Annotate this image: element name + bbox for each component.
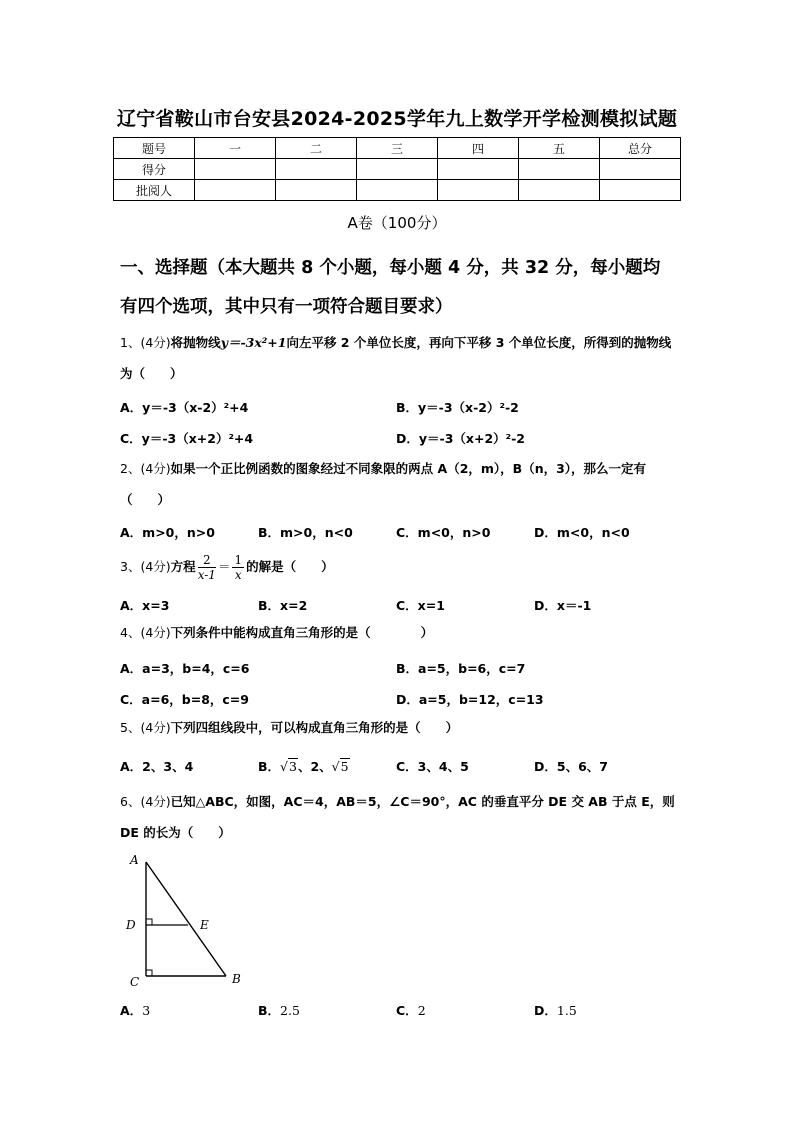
question-text: 方程 [170, 559, 196, 574]
question-text: 的解是（ ） [246, 559, 334, 574]
option-a[interactable]: A．y＝-3（x-2）²+4 [120, 400, 249, 415]
option-a[interactable]: A．m>0，n>0 [120, 525, 215, 540]
score-table-cell: 批阅人 [114, 180, 195, 201]
question-1 [120, 327, 680, 389]
exam-title: 辽宁省鞍山市台安县2024-2025学年九上数学开学检测模拟试题 [116, 108, 678, 130]
score-input-cell[interactable] [276, 159, 357, 180]
score-input-cell[interactable] [357, 159, 438, 180]
question-number: 3、(4分) [120, 559, 171, 574]
option-b[interactable]: B．y＝-3（x-2）²-2 [396, 400, 519, 415]
option-c[interactable]: C．2 [396, 1003, 426, 1018]
question-number: 4、(4分) [120, 625, 171, 640]
fraction: $\frac{2}{x-1}$ [197, 553, 216, 582]
question-3: 3、(4分)方程 $\frac{2}{x-1}$ ＝ $\frac{1}{x}$ 的解是（ ） [120, 553, 334, 582]
score-table-cell: 五 [519, 138, 600, 159]
label-b: B [232, 972, 241, 986]
question-text: 已知△ABC，如图，AC＝4，AB＝5，∠C＝90°，AC 的垂直平分 DE 交 AB 于点 E，则 DE 的长为（ ） [120, 794, 675, 840]
question-number: 1、(4分) [120, 335, 171, 350]
score-table-header-row [114, 138, 681, 159]
question-text: 将抛物线 [170, 335, 221, 350]
score-input-cell[interactable] [276, 180, 357, 201]
score-table [113, 137, 681, 201]
score-input-cell[interactable] [195, 180, 276, 201]
side-ab [146, 862, 226, 976]
option-c[interactable]: C．x=1 [396, 598, 445, 613]
option-d[interactable]: D．x＝-1 [534, 598, 592, 613]
option-a[interactable]: A．3 [120, 1003, 151, 1018]
score-input-cell[interactable] [519, 180, 600, 201]
score-input-cell[interactable] [600, 159, 681, 180]
option-c[interactable]: C．a=6，b=8，c=9 [120, 692, 249, 707]
option-c[interactable]: C．3、4、5 [396, 759, 469, 774]
score-input-cell[interactable] [519, 159, 600, 180]
option-b[interactable]: B．√3、2、√5 [258, 759, 349, 774]
option-a[interactable]: A．2、3、4 [120, 759, 194, 774]
question-number: 2、(4分) [120, 461, 171, 476]
score-table-row [114, 180, 681, 201]
option-d[interactable]: D．5、6、7 [534, 759, 608, 774]
score-table-cell: 一 [195, 138, 276, 159]
question-number: 5、(4分) [120, 720, 171, 735]
fraction: $\frac{1}{x}$ [234, 553, 243, 582]
right-angle-d [146, 919, 152, 925]
option-c[interactable]: C．y＝-3（x+2）²+4 [120, 431, 254, 446]
score-table-cell: 四 [438, 138, 519, 159]
formula: y＝-3x²+1 [220, 335, 287, 350]
option-a[interactable]: A．x=3 [120, 598, 170, 613]
option-d[interactable]: D．m<0，n<0 [534, 525, 630, 540]
option-d[interactable]: D．y＝-3（x+2）²-2 [396, 431, 526, 446]
option-c[interactable]: C．m<0，n>0 [396, 525, 491, 540]
question-6 [120, 786, 680, 848]
score-input-cell[interactable] [438, 180, 519, 201]
score-input-cell[interactable] [357, 180, 438, 201]
label-e: E [200, 918, 209, 932]
label-c: C [130, 975, 140, 989]
option-b[interactable]: B．x=2 [258, 598, 308, 613]
score-input-cell[interactable] [438, 159, 519, 180]
question-4 [120, 617, 680, 648]
option-b[interactable]: B．m>0，n<0 [258, 525, 353, 540]
section-heading: A卷（100分） [347, 214, 447, 232]
score-table-cell: 题号 [114, 138, 195, 159]
option-d[interactable]: D．1.5 [534, 1003, 577, 1018]
triangle-figure [124, 852, 254, 990]
label-a: A [130, 853, 139, 867]
right-angle-c [146, 970, 152, 976]
score-input-cell[interactable] [195, 159, 276, 180]
score-input-cell[interactable] [600, 180, 681, 201]
question-text: 下列四组线段中，可以构成直角三角形的是（ ） [170, 720, 459, 735]
option-d[interactable]: D．a=5，b=12，c=13 [396, 692, 544, 707]
question-text: 如果一个正比例函数的图象经过不同象限的两点 A（2，m），B（n，3），那么一定有（ ） [120, 461, 647, 507]
part-heading-line1: 一、选择题（本大题共 8 个小题，每小题 4 分，共 32 分，每小题均 [120, 258, 661, 278]
score-table-cell: 三 [357, 138, 438, 159]
question-text: 下列条件中能构成直角三角形的是（ ） [170, 625, 434, 640]
question-text: 向左平移 2 个单位长度，再向下平移 3 个单位长度，所得到的抛物线为（ ） [120, 335, 672, 381]
option-a[interactable]: A．a=3，b=4，c=6 [120, 661, 250, 676]
label-d: D [126, 918, 136, 932]
score-table-row [114, 159, 681, 180]
score-table-cell: 总分 [600, 138, 681, 159]
score-table-cell: 得分 [114, 159, 195, 180]
question-5 [120, 712, 680, 743]
option-b[interactable]: B．2.5 [258, 1003, 300, 1018]
question-2 [120, 453, 680, 515]
score-table-cell: 二 [276, 138, 357, 159]
question-number: 6、(4分) [120, 794, 171, 809]
option-b[interactable]: B．a=5，b=6，c=7 [396, 661, 526, 676]
part-heading-line2: 有四个选项，其中只有一项符合题目要求） [120, 297, 453, 317]
